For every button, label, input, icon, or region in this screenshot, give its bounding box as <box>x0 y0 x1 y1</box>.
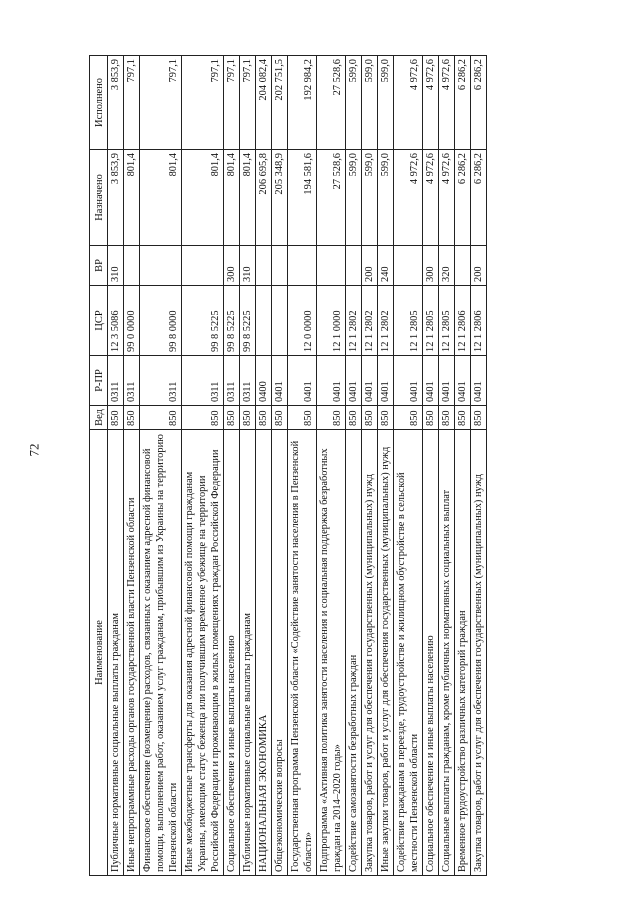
rotated-page-content <box>89 56 585 876</box>
header-assigned: Назначено <box>90 150 108 246</box>
row-name: Содействие самозанятости безработных граждан <box>346 430 362 876</box>
row-csr: 12 1 0000 <box>317 286 346 356</box>
header-rzpr: Р-ПР <box>90 356 108 406</box>
row-ved: 850 <box>272 406 288 430</box>
row-executed: 4 972,6 <box>394 56 423 150</box>
row-name: Иные непрограммные расходы органов государственной власти Пензенской области <box>124 430 140 876</box>
row-vr <box>140 246 182 286</box>
row-ved: 850 <box>256 406 272 430</box>
row-ved: 850 <box>471 406 487 430</box>
table-row <box>272 56 288 876</box>
row-vr: 310 <box>108 246 124 286</box>
row-assigned: 599,0 <box>362 150 378 246</box>
row-executed: 797,1 <box>124 56 140 150</box>
table-row <box>439 56 455 876</box>
row-vr: 200 <box>471 246 487 286</box>
table-row <box>471 56 487 876</box>
row-rzpr: 0401 <box>394 356 423 406</box>
row-vr: 240 <box>378 246 394 286</box>
row-name: Государственная программа Пензенской области «Содействие занятости населения в Пензенской области» <box>288 430 317 876</box>
row-executed: 599,0 <box>346 56 362 150</box>
row-csr: 12 1 2802 <box>362 286 378 356</box>
row-assigned: 599,0 <box>378 150 394 246</box>
row-csr: 12 1 2802 <box>346 286 362 356</box>
row-rzpr: 0401 <box>455 356 471 406</box>
row-ved: 850 <box>108 406 124 430</box>
row-name: Публичные нормативные социальные выплаты гражданам <box>240 430 256 876</box>
header-row <box>90 56 108 876</box>
table-row <box>423 56 439 876</box>
row-rzpr: 0311 <box>124 356 140 406</box>
row-ved: 850 <box>124 406 140 430</box>
row-name: Социальное обеспечение и иные выплаты населению <box>224 430 240 876</box>
row-ved: 850 <box>224 406 240 430</box>
row-rzpr: 0401 <box>378 356 394 406</box>
row-assigned: 205 348,9 <box>272 150 288 246</box>
row-assigned: 801,4 <box>124 150 140 246</box>
row-ved: 850 <box>182 406 224 430</box>
header-ved: Вед <box>90 406 108 430</box>
row-csr: 12 3 5086 <box>108 286 124 356</box>
row-executed: 599,0 <box>378 56 394 150</box>
row-name: НАЦИОНАЛЬНАЯ ЭКОНОМИКА <box>256 430 272 876</box>
row-name: Социальное обеспечение и иные выплаты населению <box>423 430 439 876</box>
row-executed: 797,1 <box>240 56 256 150</box>
row-ved: 850 <box>346 406 362 430</box>
table-row <box>346 56 362 876</box>
row-vr <box>182 246 224 286</box>
row-executed: 192 984,2 <box>288 56 317 150</box>
row-ved: 850 <box>394 406 423 430</box>
row-csr <box>256 286 272 356</box>
header-executed: Исполнено <box>90 56 108 150</box>
row-vr <box>256 246 272 286</box>
row-rzpr: 0401 <box>317 356 346 406</box>
row-assigned: 194 581,6 <box>288 150 317 246</box>
row-rzpr: 0311 <box>108 356 124 406</box>
row-assigned: 6 286,2 <box>471 150 487 246</box>
row-csr: 99 8 5225 <box>182 286 224 356</box>
header-csr: ЦСР <box>90 286 108 356</box>
row-ved: 850 <box>140 406 182 430</box>
row-rzpr: 0311 <box>224 356 240 406</box>
row-csr: 12 1 2806 <box>471 286 487 356</box>
table-row <box>288 56 317 876</box>
row-ved: 850 <box>378 406 394 430</box>
row-rzpr: 0401 <box>471 356 487 406</box>
row-name: Иные закупки товаров, работ и услуг для обеспечения государственных (муниципальных) нужд <box>378 430 394 876</box>
row-vr <box>288 246 317 286</box>
table-row <box>455 56 471 876</box>
row-executed: 599,0 <box>362 56 378 150</box>
row-csr: 12 1 2805 <box>394 286 423 356</box>
row-csr: 12 1 2802 <box>378 286 394 356</box>
row-csr: 12 1 2806 <box>455 286 471 356</box>
row-vr: 310 <box>240 246 256 286</box>
row-vr <box>455 246 471 286</box>
row-vr: 300 <box>423 246 439 286</box>
header-name: Наименование <box>90 430 108 876</box>
row-vr <box>394 246 423 286</box>
table-body <box>108 56 487 876</box>
table-row <box>317 56 346 876</box>
row-rzpr: 0401 <box>362 356 378 406</box>
row-ved: 850 <box>439 406 455 430</box>
row-vr <box>346 246 362 286</box>
row-assigned: 801,4 <box>140 150 182 246</box>
row-executed: 797,1 <box>182 56 224 150</box>
table-row <box>224 56 240 876</box>
row-rzpr: 0401 <box>272 356 288 406</box>
row-vr: 300 <box>224 246 240 286</box>
row-executed: 3 853,9 <box>108 56 124 150</box>
row-vr <box>272 246 288 286</box>
row-csr <box>272 286 288 356</box>
budget-table <box>89 55 487 876</box>
table-row <box>140 56 182 876</box>
row-rzpr: 0401 <box>288 356 317 406</box>
row-csr: 12 0 0000 <box>288 286 317 356</box>
row-name: Общеэкономические вопросы <box>272 430 288 876</box>
row-assigned: 599,0 <box>346 150 362 246</box>
row-assigned: 6 286,2 <box>455 150 471 246</box>
table-row <box>124 56 140 876</box>
table-row <box>378 56 394 876</box>
row-name: Временное трудоустройство различных категорий граждан <box>455 430 471 876</box>
row-name: Подпрограмма «Активная политика занятости населения и социальная поддержка безработных граждан на 2014–2020 годы» <box>317 430 346 876</box>
row-assigned: 801,4 <box>224 150 240 246</box>
row-csr: 99 0 0000 <box>124 286 140 356</box>
row-executed: 4 972,6 <box>439 56 455 150</box>
row-rzpr: 0311 <box>240 356 256 406</box>
table-row <box>182 56 224 876</box>
row-rzpr: 0401 <box>423 356 439 406</box>
row-executed: 204 082,4 <box>256 56 272 150</box>
row-assigned: 4 972,6 <box>394 150 423 246</box>
row-executed: 797,1 <box>140 56 182 150</box>
row-ved: 850 <box>288 406 317 430</box>
row-csr: 12 1 2805 <box>423 286 439 356</box>
row-csr: 99 8 5225 <box>240 286 256 356</box>
row-assigned: 206 695,8 <box>256 150 272 246</box>
row-rzpr: 0400 <box>256 356 272 406</box>
header-vr: ВР <box>90 246 108 286</box>
row-vr: 320 <box>439 246 455 286</box>
row-name: Содействие гражданам в переезде, трудоустройстве и жилищном обустройстве в сельской местности Пензенской области <box>394 430 423 876</box>
row-name: Публичные нормативные социальные выплаты гражданам <box>108 430 124 876</box>
row-executed: 4 972,6 <box>423 56 439 150</box>
row-name: Социальные выплаты гражданам, кроме публичных нормативных социальных выплат <box>439 430 455 876</box>
row-name: Иные межбюджетные трансферты для оказания адресной финансовой помощи гражданам Украины, имеющим статус беженца или получившим временное убежище на территории Российской Федерации и проживающим в жилых помещениях граждан Российской Федерации <box>182 430 224 876</box>
table-row <box>108 56 124 876</box>
row-executed: 6 286,2 <box>471 56 487 150</box>
row-rzpr: 0311 <box>182 356 224 406</box>
row-assigned: 3 853,9 <box>108 150 124 246</box>
table-row <box>394 56 423 876</box>
table-row <box>240 56 256 876</box>
row-ved: 850 <box>455 406 471 430</box>
row-rzpr: 0401 <box>439 356 455 406</box>
row-vr <box>124 246 140 286</box>
row-ved: 850 <box>240 406 256 430</box>
table-row <box>362 56 378 876</box>
row-assigned: 4 972,6 <box>423 150 439 246</box>
row-ved: 850 <box>362 406 378 430</box>
row-ved: 850 <box>423 406 439 430</box>
row-vr <box>317 246 346 286</box>
row-rzpr: 0311 <box>140 356 182 406</box>
row-name: Финансовое обеспечение (возмещение) расходов, связанных с оказанием адресной финансовой помощи, выполнением работ, оказанием услуг гражданам, прибывшим из Украины на территорию Пензенской области <box>140 430 182 876</box>
row-assigned: 27 528,6 <box>317 150 346 246</box>
row-csr: 99 8 5225 <box>224 286 240 356</box>
page-number: 72 <box>26 443 42 457</box>
row-executed: 797,1 <box>224 56 240 150</box>
row-csr: 99 8 0000 <box>140 286 182 356</box>
table-row <box>256 56 272 876</box>
row-vr: 200 <box>362 246 378 286</box>
row-ved: 850 <box>317 406 346 430</box>
row-name: Закупка товаров, работ и услуг для обеспечения государственных (муниципальных) нужд <box>362 430 378 876</box>
row-assigned: 4 972,6 <box>439 150 455 246</box>
row-assigned: 801,4 <box>182 150 224 246</box>
row-csr: 12 1 2805 <box>439 286 455 356</box>
table-header <box>90 56 108 876</box>
row-executed: 27 528,6 <box>317 56 346 150</box>
row-executed: 202 751,5 <box>272 56 288 150</box>
row-name: Закупка товаров, работ и услуг для обеспечения государственных (муниципальных) нужд <box>471 430 487 876</box>
row-assigned: 801,4 <box>240 150 256 246</box>
row-rzpr: 0401 <box>346 356 362 406</box>
row-executed: 6 286,2 <box>455 56 471 150</box>
